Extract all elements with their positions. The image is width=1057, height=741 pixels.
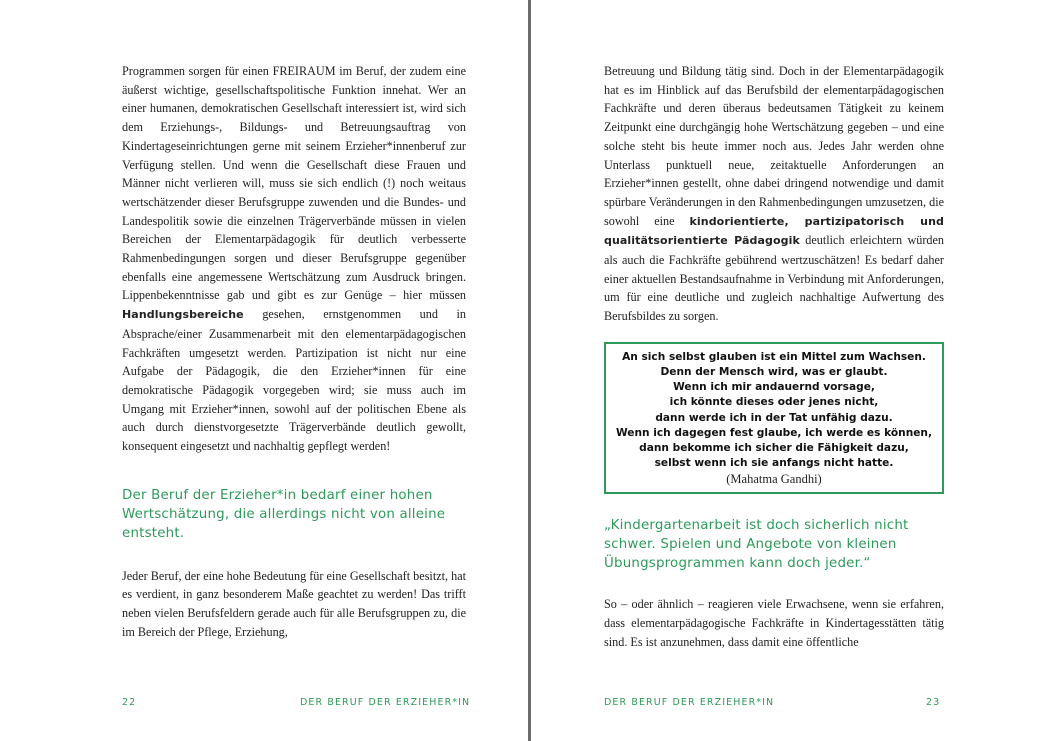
quote-line: An sich selbst glauben ist ein Mittel zum Wachsen. xyxy=(622,350,926,363)
right-running-head: DER BERUF DER ERZIEHER*IN xyxy=(604,697,775,708)
quote-line: Wenn ich dagegen fest glaube, ich werde es können, xyxy=(616,426,932,439)
right-section-heading: „Kindergartenarbeit ist doch sicherlich nicht schwer. Spielen und Angebote von kleinen Übungsprogrammen kann doch jeder.“ xyxy=(604,518,909,572)
left-page xyxy=(122,62,466,642)
quote-line: Denn der Mensch wird, was er glaubt. xyxy=(660,366,888,379)
quote-line: dann werde ich in der Tat unfähig dazu. xyxy=(655,411,893,424)
right-paragraph-1-bold: kindorientierte, partizipatorisch und qualitätsorientierte Pädagogik xyxy=(604,214,945,248)
left-paragraph-2: Jeder Beruf, der eine hohe Bedeutung für eine Gesellschaft besitzt, hat es verdient, in ganz besonderem Maße geachtet zu werden! Das trifft neben vielen Berufsfeldern gerade auch für alle Berufsgruppen zu, die im Bereich der Pflege, Erziehung, xyxy=(122,568,466,639)
right-paragraph-1-text-b: deutlich erleichtern würden als auch die Fachkräfte gebührend wertzuschätzen! Es bedarf daher einer aktuellen Bestandsaufnahme in Verbindung mit Anforderungen, um für eine deutliche und zugleich nachhaltige Aufwertung des Berufsbildes zu sorgen. xyxy=(604,233,944,324)
left-page-number: 22 xyxy=(122,697,137,708)
left-paragraph-1-text-a: Programmen sorgen für einen FREIRAUM im Beruf, der zudem eine äußerst wichtige, gesellschaftspolitische Funktion innehat. Wer an einer humanen, demokratischen Gesellschaft interessiert ist, wird sich dem Erziehungs-, Bildungs- und Betreuungsauftrag von Kindertageseinrichtungen gerne mit seinem Erzieher*innenberuf zur Verfügung stellen. Und wenn die Gesellschaft diese Frauen und Männer nicht verlieren will, muss sie sich endlich (!) noch weitaus wertschätzender dieser Berufsgruppe zuwenden und die Bundes- und Landespolitik sowie die einzelnen Trägerverbände müssen in vielen Bereichen der Elementarpädagogik für deutlich verbesserte Rahmenbedingungen sorgen und dieser Berufsgruppe gegenüber ebenfalls eine angemessene Wertschätzung zum Ausdruck bringen. Lippenbekenntnisse gab und gibt es zur Genüge – hier müssen xyxy=(122,64,466,303)
left-running-head: DER BERUF DER ERZIEHER*IN xyxy=(300,697,471,708)
book-spine xyxy=(528,0,531,741)
right-page-number: 23 xyxy=(926,697,941,708)
quote-author: (Mahatma Gandhi) xyxy=(726,472,822,487)
quote-line: Wenn ich mir andauernd vorsage, xyxy=(673,381,875,394)
right-page xyxy=(604,62,944,652)
gandhi-quote-box xyxy=(604,342,944,495)
quote-line: selbst wenn ich sie anfangs nicht hatte. xyxy=(654,457,894,470)
left-paragraph-1-text-b: gesehen, ernstgenommen und in Absprache/einer Zusammenarbeit mit den elementarpädagogischen Fachkräften umgesetzt werden. Partizipation ist nicht nur eine Aufgabe der Pädagogik, die den Erzieher*innen für eine demokratische Pädagogik vorgegeben wird; sie muss auch im Umgang mit Erzieher*innen, sowohl auf der politischen Ebene als auch durch dienstvorgesetzte Trägerverbände deutlich gewollt, konsequent eingesetzt und nachhaltig gepflegt werden! xyxy=(122,307,467,454)
quote-line: dann bekomme ich sicher die Fähigkeit dazu, xyxy=(639,442,909,455)
right-paragraph-1 xyxy=(604,62,944,326)
left-section-heading: Der Beruf der Erzieher*in bedarf einer hohen Wertschätzung, die allerdings nicht von alleine entsteht. xyxy=(122,487,446,541)
left-paragraph-1-bold: Handlungsbereiche xyxy=(122,308,244,322)
quote-line: ich könnte dieses oder jenes nicht, xyxy=(669,396,879,409)
right-paragraph-1-text-a: Betreuung und Bildung tätig sind. Doch in der Elementarpädagogik hat es im Hinblick auf das Berufsbild der elementarpädagogischen Fachkräfte und deren überaus bedeutsamen Tätigkeit zu keinem Zeitpunkt eine durchgängig hohe Wertschätzung gegeben – und eine solche steht bis heute immer noch aus. Jedes Jahr werden ohne Unterlass punktuell neue, zeitaktuelle Anforderungen an Erzieher*innen gestellt, ohne dabei dringend notwendige und damit spürbare Veränderungen in den Rahmenbedingungen umzusetzen, die sowohl eine xyxy=(604,64,944,228)
right-paragraph-2: So – oder ähnlich – reagieren viele Erwachsene, wenn sie erfahren, dass elementarpädagogische Fachkräfte in Kindertagesstätten tätig sind. Es ist anzunehmen, dass damit eine öffentliche xyxy=(604,597,944,649)
left-paragraph-1 xyxy=(122,62,466,456)
